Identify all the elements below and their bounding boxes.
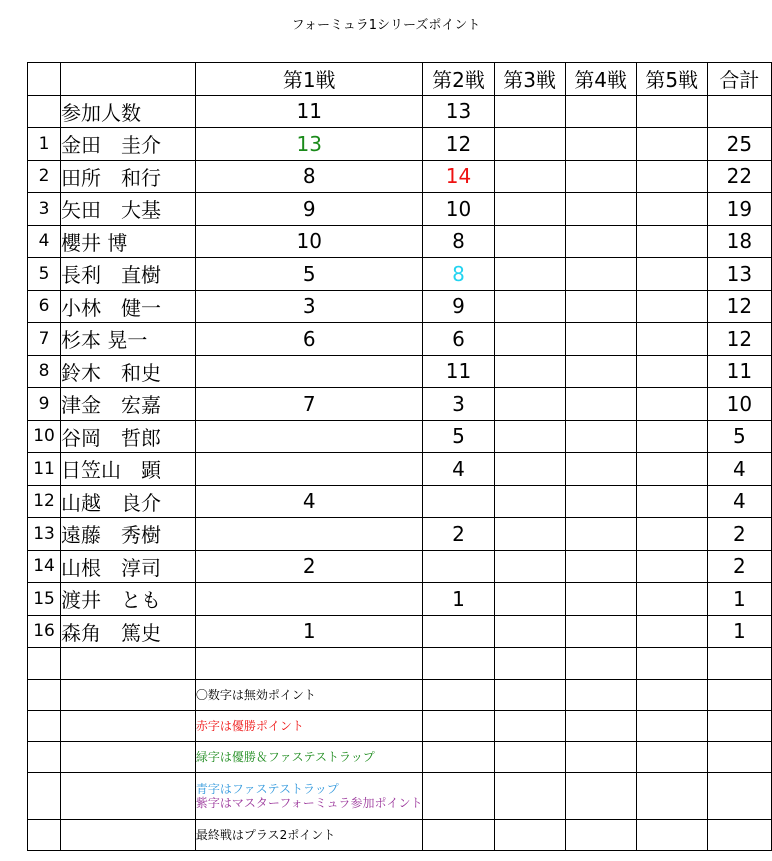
race-points: 1 (195, 615, 423, 648)
race-points: 1 (423, 583, 494, 616)
total-points: 5 (707, 420, 771, 453)
table-row (28, 258, 772, 291)
rank-cell: 2 (28, 160, 61, 193)
rank-cell: 14 (28, 550, 61, 583)
rank-cell: 16 (28, 615, 61, 648)
rank-cell: 8 (28, 355, 61, 388)
race-points (636, 193, 707, 226)
empty-cell (565, 648, 636, 680)
race-points (565, 615, 636, 648)
participants-count: 13 (423, 95, 494, 128)
participants-count (565, 95, 636, 128)
legend-note (195, 773, 423, 820)
empty-cell (28, 742, 61, 773)
race-points (565, 550, 636, 583)
race-points (565, 128, 636, 161)
rank-cell: 7 (28, 323, 61, 356)
race-points (494, 615, 565, 648)
empty-cell (61, 742, 196, 773)
race-points (636, 453, 707, 486)
race-points (565, 193, 636, 226)
race-points (565, 388, 636, 421)
empty-cell (636, 820, 707, 851)
empty-cell (195, 648, 423, 680)
empty-cell (423, 742, 494, 773)
race-points (494, 388, 565, 421)
race-points (636, 323, 707, 356)
empty-cell (636, 773, 707, 820)
total-points: 12 (707, 290, 771, 323)
race-points (494, 323, 565, 356)
driver-name: 山越 良介 (61, 485, 196, 518)
empty-cell (565, 742, 636, 773)
empty-cell (423, 680, 494, 711)
race-points (636, 290, 707, 323)
rank-cell: 1 (28, 128, 61, 161)
participants-count: 11 (195, 95, 423, 128)
empty-cell (707, 820, 771, 851)
race-points (195, 453, 423, 486)
race-points: 8 (423, 258, 494, 291)
total-points: 1 (707, 583, 771, 616)
header-cell: 第4戦 (565, 63, 636, 96)
race-points: 3 (423, 388, 494, 421)
race-points (636, 258, 707, 291)
empty-cell (423, 773, 494, 820)
empty-cell (61, 680, 196, 711)
race-points: 11 (423, 355, 494, 388)
rank-cell: 6 (28, 290, 61, 323)
race-points (195, 355, 423, 388)
rank-cell: 12 (28, 485, 61, 518)
race-points (195, 420, 423, 453)
total-points: 13 (707, 258, 771, 291)
rank-cell: 3 (28, 193, 61, 226)
empty-cell (565, 820, 636, 851)
note-row (28, 773, 772, 820)
participants-count (494, 95, 565, 128)
participants-count (636, 95, 707, 128)
race-points (494, 258, 565, 291)
total-points: 4 (707, 485, 771, 518)
total-points: 1 (707, 615, 771, 648)
race-points (423, 550, 494, 583)
empty-cell (565, 680, 636, 711)
table-row (28, 550, 772, 583)
race-points (565, 290, 636, 323)
race-points (494, 193, 565, 226)
empty-cell (565, 773, 636, 820)
race-points (636, 518, 707, 551)
note-red: 赤字は優勝ポイント (195, 719, 304, 733)
driver-name: 杉本 晃一 (61, 323, 196, 356)
header-cell: 第3戦 (494, 63, 565, 96)
participants-label: 参加人数 (61, 95, 196, 128)
total-points: 22 (707, 160, 771, 193)
race-points: 10 (195, 225, 423, 258)
race-points (195, 518, 423, 551)
race-points (494, 420, 565, 453)
rank-cell: 13 (28, 518, 61, 551)
empty-cell (28, 820, 61, 851)
total-points: 18 (707, 225, 771, 258)
race-points: 2 (423, 518, 494, 551)
driver-name: 山根 淳司 (61, 550, 196, 583)
race-points: 6 (423, 323, 494, 356)
participants-row (28, 95, 772, 128)
note-purple: 紫字はマスターフォーミュラ参加ポイント (195, 796, 423, 810)
table-row (28, 160, 772, 193)
table-row (28, 355, 772, 388)
header-row (28, 63, 772, 96)
race-points (636, 615, 707, 648)
race-points (423, 485, 494, 518)
empty-cell (494, 820, 565, 851)
race-points (636, 420, 707, 453)
race-points (636, 388, 707, 421)
legend-note (195, 680, 423, 711)
driver-name: 津金 宏嘉 (61, 388, 196, 421)
empty-cell (494, 648, 565, 680)
empty-cell (494, 711, 565, 742)
empty-cell (61, 773, 196, 820)
race-points: 10 (423, 193, 494, 226)
race-points (565, 355, 636, 388)
race-points (565, 160, 636, 193)
driver-name: 金田 圭介 (61, 128, 196, 161)
race-points (565, 518, 636, 551)
legend-note (195, 742, 423, 773)
race-points: 2 (195, 550, 423, 583)
driver-name: 森角 篤史 (61, 615, 196, 648)
race-points (636, 225, 707, 258)
empty-cell (494, 773, 565, 820)
race-points (565, 323, 636, 356)
total-points: 2 (707, 518, 771, 551)
race-points (565, 485, 636, 518)
empty-cell (707, 711, 771, 742)
race-points (565, 453, 636, 486)
table-row (28, 388, 772, 421)
empty-cell (636, 742, 707, 773)
empty-cell (28, 680, 61, 711)
table-row (28, 290, 772, 323)
empty-cell (707, 648, 771, 680)
race-points (423, 615, 494, 648)
note-row (28, 680, 772, 711)
race-points (565, 225, 636, 258)
empty-cell (636, 711, 707, 742)
empty-cell (636, 648, 707, 680)
rank-cell: 9 (28, 388, 61, 421)
empty-cell (636, 680, 707, 711)
table-row (28, 128, 772, 161)
table-row (28, 518, 772, 551)
race-points (636, 583, 707, 616)
empty-cell (565, 711, 636, 742)
header-cell: 第2戦 (423, 63, 494, 96)
rank-cell (28, 95, 61, 128)
note-invalid: 〇数字は無効ポイント (195, 688, 316, 702)
total-points: 19 (707, 193, 771, 226)
race-points: 7 (195, 388, 423, 421)
race-points: 4 (423, 453, 494, 486)
driver-name: 遠藤 秀樹 (61, 518, 196, 551)
race-points (494, 550, 565, 583)
empty-cell (494, 742, 565, 773)
empty-cell (61, 820, 196, 851)
empty-cell (28, 648, 61, 680)
legend-note (195, 820, 423, 851)
race-points (494, 518, 565, 551)
empty-cell (707, 773, 771, 820)
race-points: 4 (195, 485, 423, 518)
rank-cell: 4 (28, 225, 61, 258)
rank-cell: 10 (28, 420, 61, 453)
race-points: 5 (195, 258, 423, 291)
total-points: 10 (707, 388, 771, 421)
driver-name: 長利 直樹 (61, 258, 196, 291)
race-points: 9 (423, 290, 494, 323)
race-points (494, 160, 565, 193)
race-points (636, 485, 707, 518)
table-row (28, 583, 772, 616)
race-points (636, 128, 707, 161)
header-cell (28, 63, 61, 96)
header-cell: 第5戦 (636, 63, 707, 96)
race-points: 8 (195, 160, 423, 193)
table-row (28, 193, 772, 226)
total-points: 12 (707, 323, 771, 356)
race-points (494, 128, 565, 161)
empty-cell (423, 648, 494, 680)
driver-name: 渡井 とも (61, 583, 196, 616)
race-points: 12 (423, 128, 494, 161)
empty-cell (61, 711, 196, 742)
race-points (565, 583, 636, 616)
note-row (28, 711, 772, 742)
race-points: 5 (423, 420, 494, 453)
race-points (494, 485, 565, 518)
blank-row (28, 648, 772, 680)
participants-total (707, 95, 771, 128)
race-points (565, 420, 636, 453)
race-points (494, 453, 565, 486)
driver-name: 谷岡 哲郎 (61, 420, 196, 453)
race-points (494, 225, 565, 258)
standings-table (27, 62, 772, 851)
table-row (28, 323, 772, 356)
table-row (28, 485, 772, 518)
empty-cell (707, 680, 771, 711)
note-row (28, 742, 772, 773)
total-points: 25 (707, 128, 771, 161)
race-points: 3 (195, 290, 423, 323)
note-final: 最終戦はプラス2ポイント (195, 828, 336, 842)
total-points: 11 (707, 355, 771, 388)
total-points: 4 (707, 453, 771, 486)
driver-name: 矢田 大基 (61, 193, 196, 226)
race-points (195, 583, 423, 616)
race-points (565, 258, 636, 291)
empty-cell (28, 773, 61, 820)
table-row (28, 453, 772, 486)
race-points (636, 160, 707, 193)
empty-cell (423, 711, 494, 742)
empty-cell (28, 711, 61, 742)
note-blue: 青字はファステストラップ (195, 782, 339, 796)
header-cell: 合計 (707, 63, 771, 96)
header-cell: 第1戦 (195, 63, 423, 96)
driver-name: 櫻井 博 (61, 225, 196, 258)
header-cell (61, 63, 196, 96)
table-row (28, 420, 772, 453)
driver-name: 鈴木 和史 (61, 355, 196, 388)
sheet-title: フォーミュラ1シリーズポイント (291, 18, 481, 33)
race-points: 9 (195, 193, 423, 226)
driver-name: 田所 和行 (61, 160, 196, 193)
table-row (28, 225, 772, 258)
empty-cell (61, 648, 196, 680)
race-points (494, 355, 565, 388)
race-points: 14 (423, 160, 494, 193)
race-points (494, 583, 565, 616)
total-points: 2 (707, 550, 771, 583)
race-points (494, 290, 565, 323)
rank-cell: 15 (28, 583, 61, 616)
race-points (636, 355, 707, 388)
note-row (28, 820, 772, 851)
race-points (636, 550, 707, 583)
rank-cell: 5 (28, 258, 61, 291)
rank-cell: 11 (28, 453, 61, 486)
empty-cell (423, 820, 494, 851)
driver-name: 日笠山 顕 (61, 453, 196, 486)
empty-cell (494, 680, 565, 711)
race-points: 8 (423, 225, 494, 258)
note-green: 緑字は優勝＆ファステストラップ (195, 750, 375, 764)
table-row (28, 615, 772, 648)
driver-name: 小林 健一 (61, 290, 196, 323)
race-points: 13 (195, 128, 423, 161)
empty-cell (707, 742, 771, 773)
race-points: 6 (195, 323, 423, 356)
legend-note (195, 711, 423, 742)
